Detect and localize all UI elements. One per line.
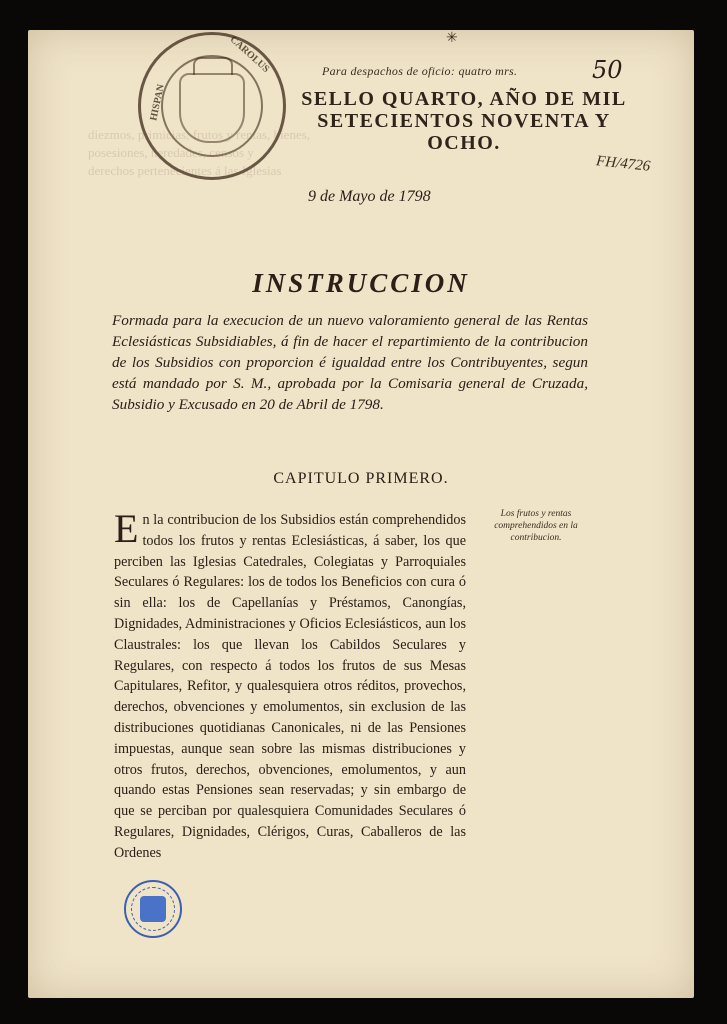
sello-heading: SELLO QUARTO, AÑO DE MIL SETECIENTOS NOVENTA Y OCHO. [301, 88, 627, 154]
document-title: INSTRUCCION [252, 268, 470, 298]
margin-note: Los frutos y rentas comprehendidos en la contribucion. [494, 509, 578, 543]
bleed-through-text: diezmos, primicias, frutos y rentas, bienes, posesiones, heredades, censos y derechos pertenecientes á las Iglesias [88, 127, 311, 178]
document-page [28, 30, 694, 998]
stamp-emblem-icon [140, 896, 166, 922]
body-text: n la contribucion de los Subsidios están comprehendidos todos los frutos y rentas Eclesiásticas, á saber, los que perciben las Iglesias Catedrales, Colegiatas y Parroquiales Seculares ó Regulares: los de todos los Beneficios con cura ó sin ella: los de Capellanías y Préstamos, Canongías, Dignidades, Administraciones y Oficios Eclesiásticos, aun los Claustrales: los que llevan los Cabildos Seculares y Regulares, con respecto á todos los frutos de sus Mesas Capitulares, Refitor, y qualesquiera otros réditos, provechos, derechos, obvenciones y emolumentos, sin exclusion de las distribuciones quotidianas Canonicales, ni de las Pensiones impuestas, aunque sean sobre las mismas distribuciones y otros frutos, derechos, obvenciones, emolumentos, y aun quando estas Pensiones sean reservadas; y sin embargo de que se perciban por qualesquiera Comunidades Seculares ó Regulares, Dignidades, Clérigos, Curas, Caballeros de las Ordenes [114, 512, 466, 861]
asterisk-mark: ✳ [446, 31, 458, 46]
seal-legend-fragment: CAROLUS [227, 34, 272, 75]
drop-cap: E [114, 506, 139, 551]
shelfmark: FH/4726 [595, 153, 651, 175]
handwritten-date: 9 de Mayo de 1798 [308, 188, 431, 205]
document-subtitle: Formada para la execucion de un nuevo valoramiento general de las Rentas Eclesiásticas Subsidiables, á fin de hacer el repartimiento de la contribucion de los Subsidios con proporcion é igualdad entre los Contribuyentes, segun está mandado por S. M., aprobada por la Comisaria general de Cruzada, Subsidio y Excusado en 20 de Abril de 1798. [112, 312, 588, 413]
page-number: 50 [592, 56, 623, 84]
seal-legend-fragment: HISPAN [148, 83, 167, 122]
body-paragraph [114, 506, 466, 864]
library-stamp [124, 880, 182, 938]
header-duty-line: Para despachos de oficio: quatro mrs. [322, 64, 518, 78]
chapter-heading: CAPITULO PRIMERO. [273, 470, 449, 487]
